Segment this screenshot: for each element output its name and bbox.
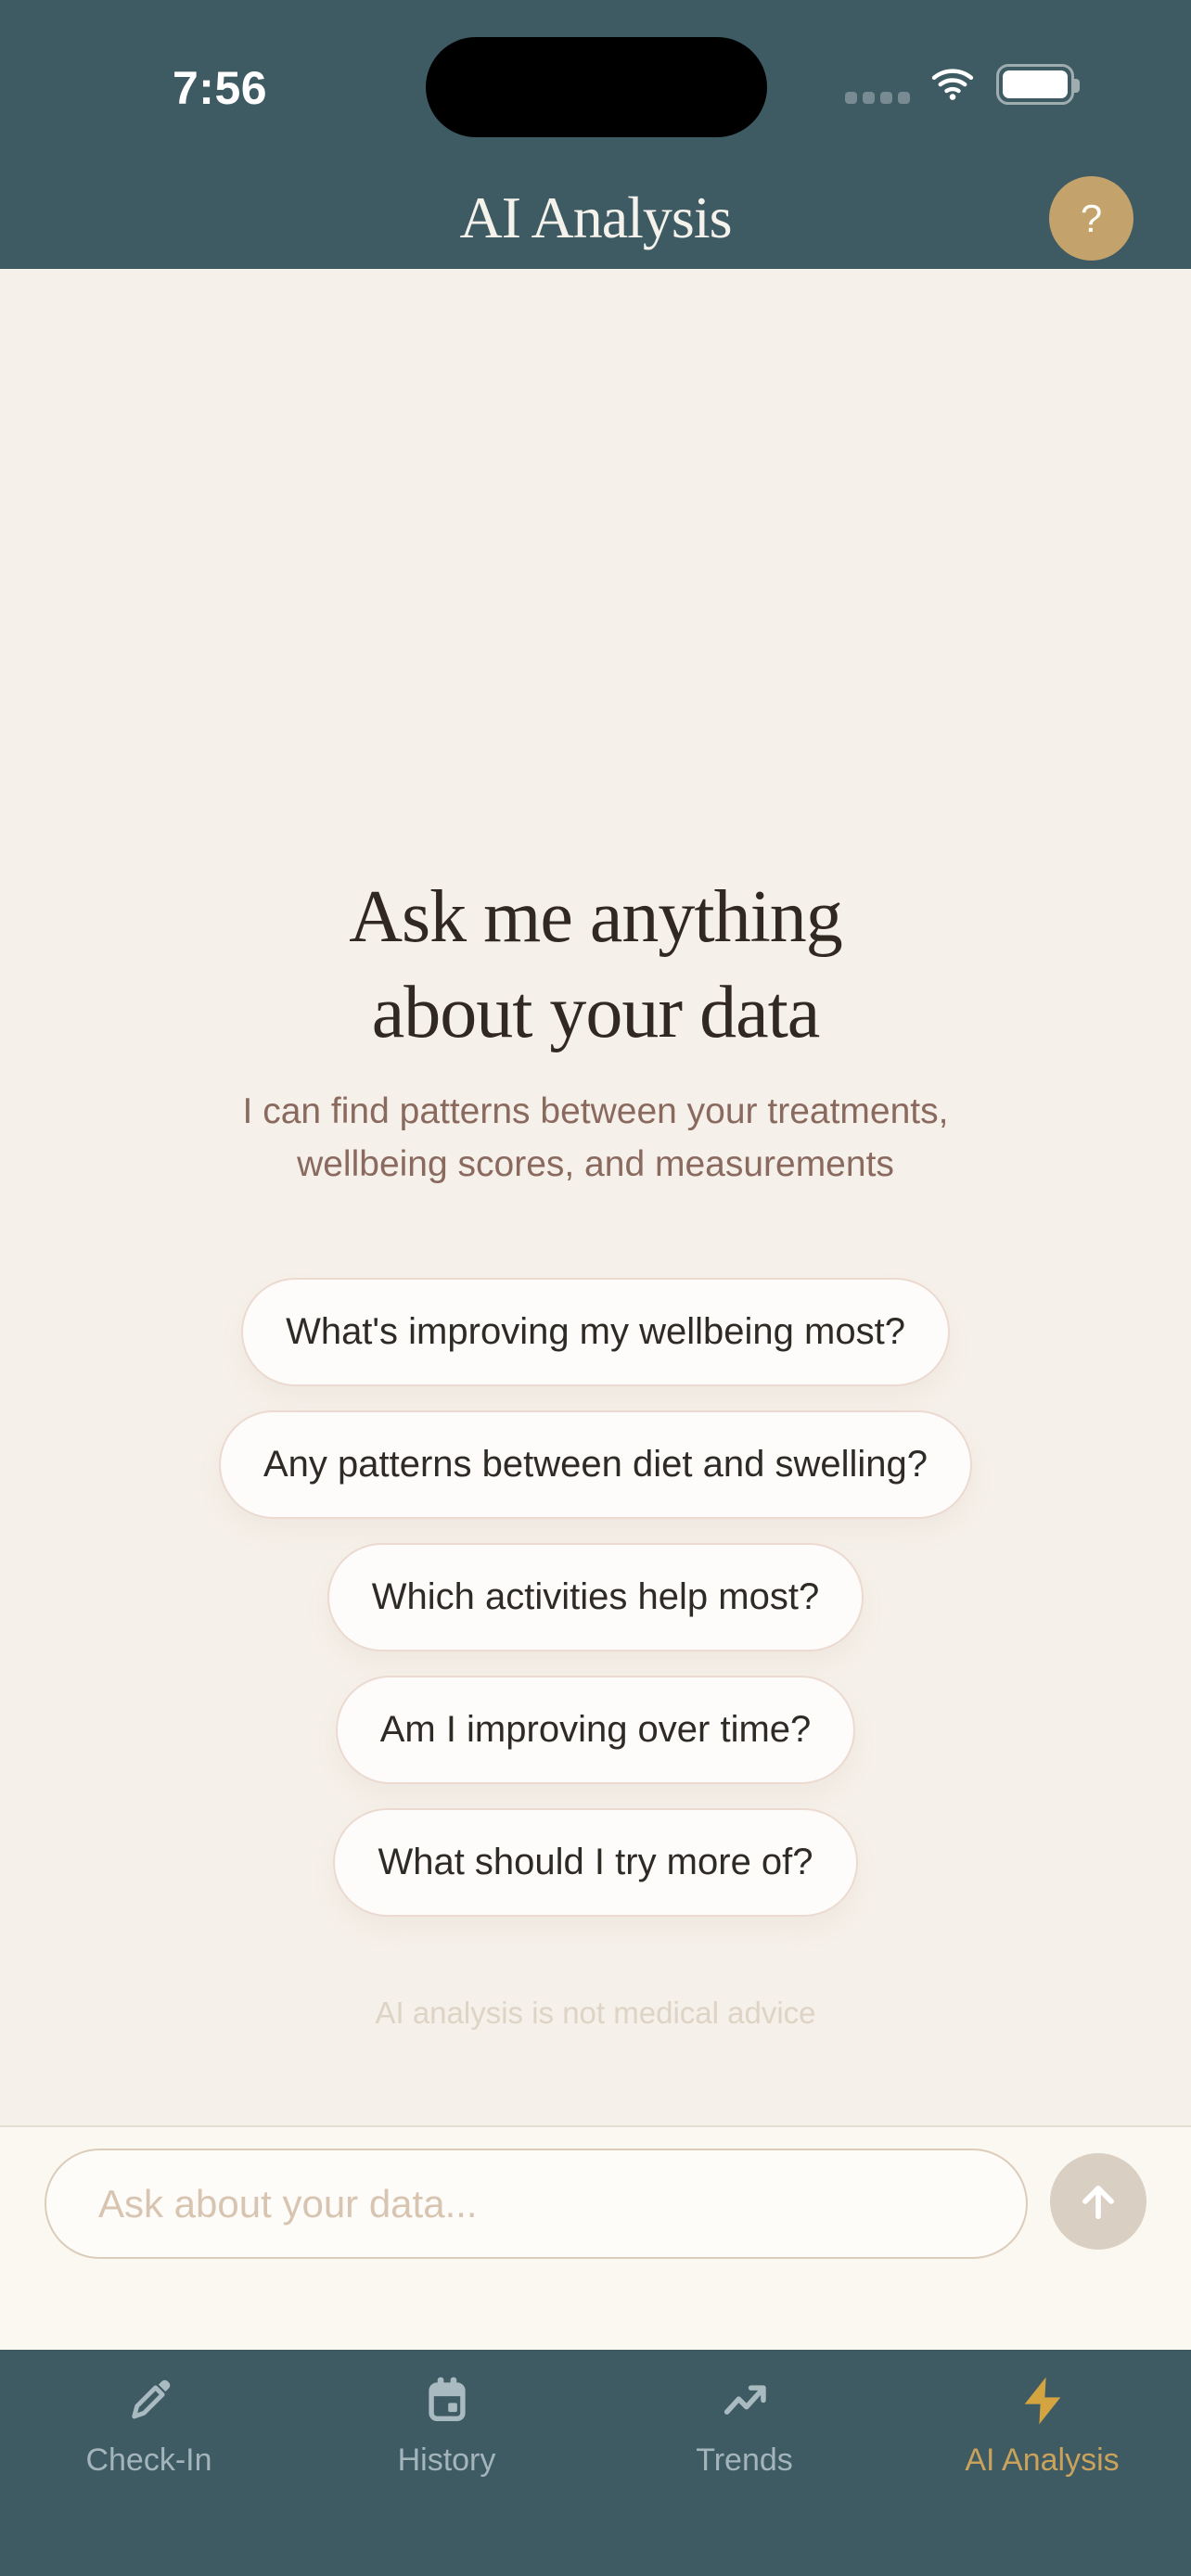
calendar-icon xyxy=(420,2374,474,2428)
dynamic-island xyxy=(426,37,767,137)
tab-ai-analysis[interactable] xyxy=(893,2350,1191,2576)
suggestion-pill-wellbeing[interactable]: What's improving my wellbeing most? xyxy=(241,1278,950,1386)
status-time: 7:56 xyxy=(173,62,268,114)
hero-subtitle: I can find patterns between your treatments, wellbeing scores, and measurements xyxy=(242,1091,949,1184)
arrow-up-icon xyxy=(1074,2177,1122,2225)
send-button[interactable] xyxy=(1050,2153,1146,2250)
main-content xyxy=(0,269,1191,2350)
hero-title xyxy=(0,870,1191,1061)
suggestion-list xyxy=(0,1278,1191,1917)
suggestion-pill-try-more[interactable]: What should I try more of? xyxy=(333,1808,857,1917)
hero-title-line2: about your data xyxy=(371,972,820,1053)
header xyxy=(0,0,1191,269)
composer-bar xyxy=(0,2127,1191,2350)
ask-input[interactable] xyxy=(45,2149,1028,2259)
help-question-icon: ? xyxy=(1080,196,1103,240)
suggestion-pill-improving[interactable]: Am I improving over time? xyxy=(336,1676,856,1784)
cellular-signal-icon xyxy=(845,92,910,104)
wifi-icon xyxy=(927,62,979,105)
suggestion-pill-diet-swelling[interactable]: Any patterns between diet and swelling? xyxy=(219,1410,972,1519)
disclaimer-text: AI analysis is not medical advice xyxy=(375,1996,816,2030)
tab-label: History xyxy=(397,2442,496,2478)
lightning-icon xyxy=(1016,2374,1069,2428)
hero-title-line1: Ask me anything xyxy=(349,876,842,958)
tab-trends[interactable] xyxy=(596,2350,893,2576)
tab-label: Trends xyxy=(696,2442,793,2478)
suggestion-pill-activities[interactable]: Which activities help most? xyxy=(327,1543,864,1651)
tab-check-in[interactable] xyxy=(0,2350,298,2576)
help-button[interactable] xyxy=(1049,176,1133,261)
tab-bar xyxy=(0,2350,1191,2576)
pencil-icon xyxy=(122,2374,176,2428)
tab-history[interactable] xyxy=(298,2350,596,2576)
tab-label: Check-In xyxy=(85,2442,212,2478)
tab-label: AI Analysis xyxy=(965,2442,1120,2478)
trending-up-icon xyxy=(718,2374,772,2428)
battery-icon xyxy=(996,64,1074,105)
page-title: AI Analysis xyxy=(459,185,732,250)
